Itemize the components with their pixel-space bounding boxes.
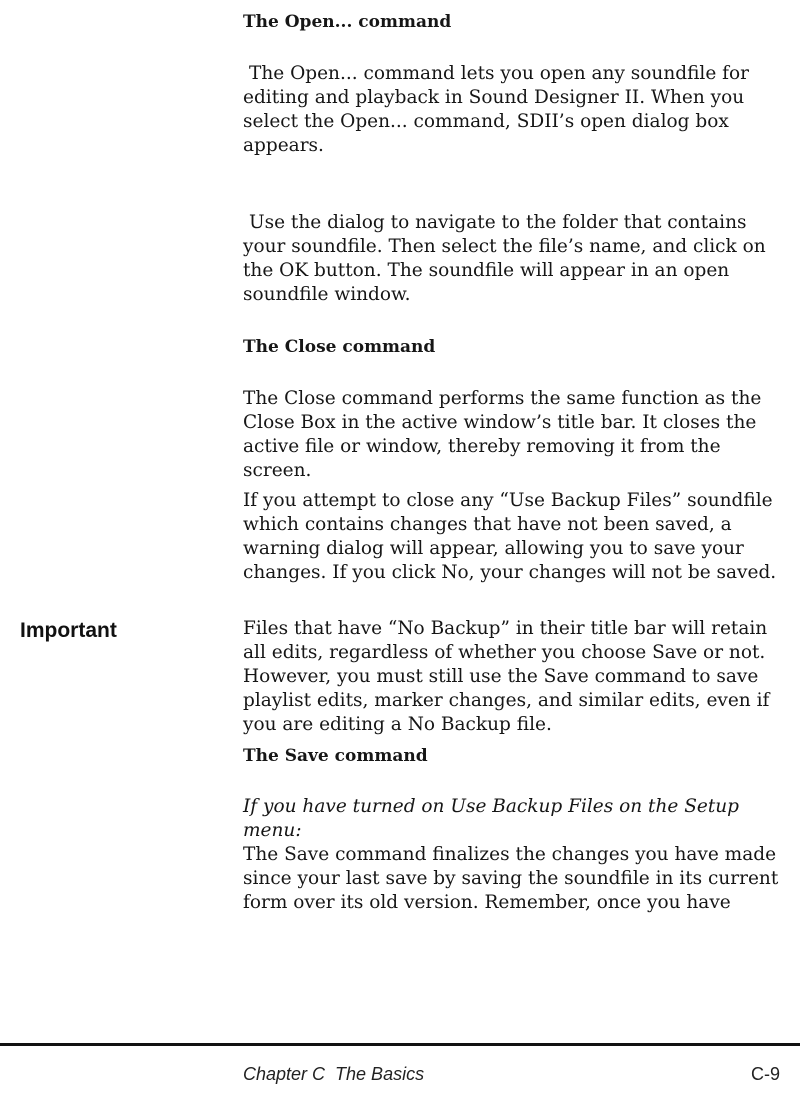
paragraph: Use the dialog to navigate to the folder that contains your soundfile. Then select the file’s name, and click on the OK button. The soundfile will appear in an open soundfile window. [243,212,766,305]
italic-note: If you have turned on Use Backup Files on the Setup menu: [243,796,740,841]
paragraph: Files that have “No Backup” in their title bar will retain all edits, regardless of whether you choose Save or not. However, you must still use the Save command to save playlist edits, marker changes, and similar edits, even if you are editing a No Backup file. [243,618,770,735]
save-heading [243,744,788,768]
open-paragraph-2 [243,211,783,307]
footer-page-number: C-9 [750,1064,780,1084]
paragraph-text: The Save command finalizes the changes you have made since your last save by saving the soundfile in its current form over its old version. Remember, once you have [243,844,779,913]
paragraph: The Close command performs the same function as the Close Box in the active window’s title bar. It closes the active file or window, thereby removing it from the screen. [243,388,762,481]
open-paragraph-1 [243,62,783,158]
footer-chapter: Chapter C The Basics [243,1064,425,1084]
important-label: Important [20,619,117,642]
paragraph [243,795,788,915]
important-text [243,617,783,737]
paragraph: The Open... command lets you open any soundfile for editing and playback in Sound Designer II. When you select the Open... command, SDII’s open dialog box appears. [243,63,750,156]
close-heading [243,335,788,359]
section-heading: The Save command [243,746,428,766]
open-heading [243,10,788,34]
close-paragraph-1 [243,387,783,483]
footer-rule [0,1043,800,1046]
close-paragraph-2 [243,489,783,585]
save-paragraph [243,795,788,915]
paragraph: If you attempt to close any “Use Backup Files” soundfile which contains changes that have not been saved, a warning dialog will appear, allowing you to save your changes. If you click No, your changes will not be saved. [243,490,777,583]
section-heading: The Close command [243,337,436,357]
section-heading: The Open... command [243,12,452,32]
